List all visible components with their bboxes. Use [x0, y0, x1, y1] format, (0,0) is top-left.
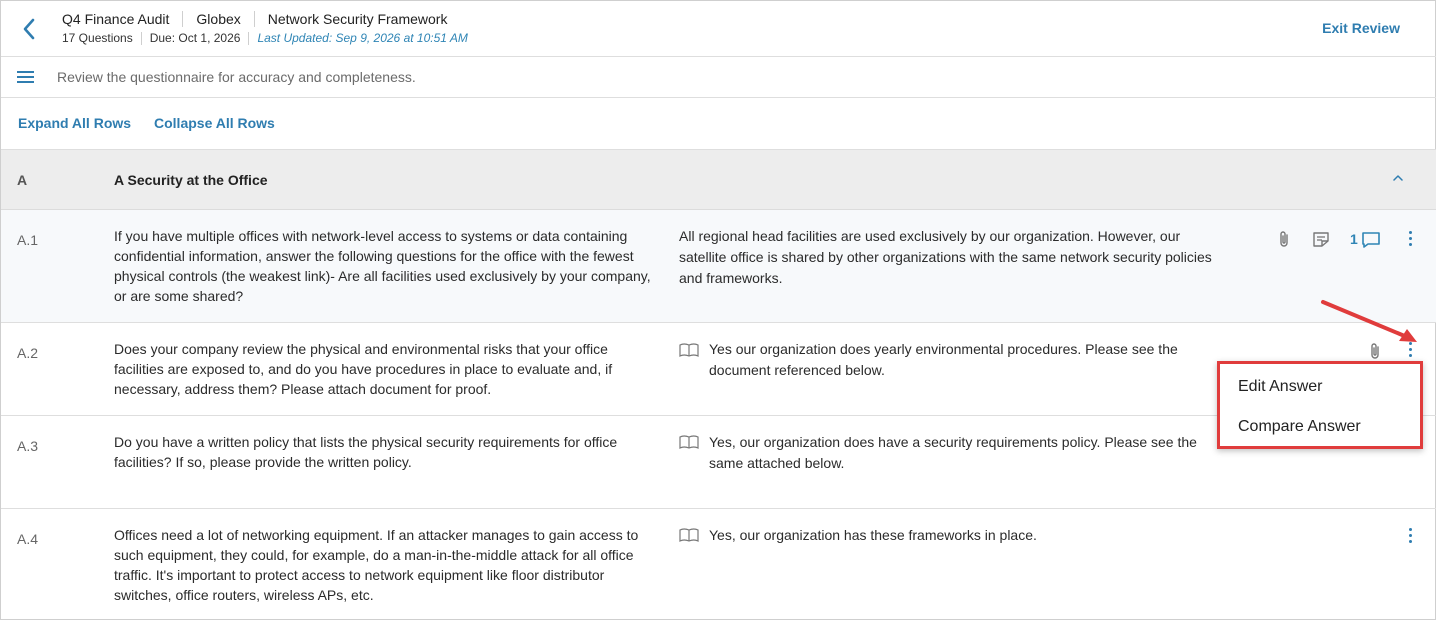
question-text: Does your company review the physical and environmental risks that your office facilities are exposed to, and do you have procedures in place to evaluate and, if necessary, address them? Please attach document for proof.	[114, 341, 613, 397]
more-options-icon[interactable]	[1409, 231, 1413, 247]
comment-count[interactable]: 1	[1350, 231, 1358, 247]
answer-text: Yes, our organization does have a security requirements policy. Please see the same attached below.	[709, 434, 1197, 471]
question-count: 17 Questions	[62, 31, 133, 45]
review-header	[1, 1, 1436, 57]
question-text: If you have multiple offices with network-level access to systems or data containing confidential information, answer the following questions for the office with the fewest physical controls (the weakest link)- Are all facilities used exclusively by your company, or are some shared?	[114, 228, 651, 304]
answer-text: Yes, our organization has these frameworks in place.	[709, 527, 1037, 543]
answer-text: Yes our organization does yearly environmental procedures. Please see the document referenced below.	[709, 341, 1178, 378]
note-icon[interactable]	[1312, 231, 1330, 248]
breadcrumb-questionnaire: Network Security Framework	[254, 11, 461, 27]
section-title: A Security at the Office	[114, 172, 268, 188]
collapse-all-rows-button[interactable]: Collapse All Rows	[154, 115, 275, 131]
chevron-left-icon[interactable]	[19, 15, 39, 43]
paperclip-icon[interactable]	[1277, 230, 1291, 248]
row-toolbar	[1, 98, 1436, 150]
question-text: Do you have a written policy that lists the physical security requirements for office facilities? If so, please provide the written policy.	[114, 434, 618, 470]
instructions-bar	[1, 57, 1436, 98]
book-icon	[679, 528, 699, 542]
chevron-up-icon[interactable]	[1391, 172, 1405, 184]
section-header[interactable]	[1, 150, 1436, 210]
questionnaire-meta	[62, 32, 476, 45]
question-row[interactable]	[1, 210, 1436, 323]
last-updated: Last Updated: Sep 9, 2026 at 10:51 AM	[248, 32, 475, 45]
question-id: A.2	[17, 345, 39, 361]
annotation-arrow	[1319, 297, 1423, 347]
answer-text: All regional head facilities are used exclusively by our organization. However, our satellite office is shared by other organizations with the same network security policies and frameworks.	[679, 228, 1212, 286]
instructions-text: Review the questionnaire for accuracy and completeness.	[57, 69, 416, 85]
question-id: A.3	[17, 438, 39, 454]
breadcrumb-company: Globex	[182, 11, 253, 27]
breadcrumb	[62, 11, 460, 27]
comment-icon[interactable]	[1361, 231, 1381, 249]
expand-all-rows-button[interactable]: Expand All Rows	[18, 115, 132, 131]
book-icon	[679, 435, 699, 449]
question-row[interactable]	[1, 509, 1436, 620]
exit-review-button[interactable]: Exit Review	[1322, 20, 1400, 36]
due-date: Due: Oct 1, 2026	[141, 32, 249, 45]
more-options-icon[interactable]	[1409, 528, 1413, 544]
edit-answer-menu-item[interactable]: Edit Answer	[1238, 378, 1323, 395]
question-id: A.1	[17, 232, 39, 248]
book-icon	[679, 343, 699, 357]
section-id: A	[17, 172, 28, 188]
question-id: A.4	[17, 531, 39, 547]
row-options-menu	[1217, 361, 1423, 449]
breadcrumb-project: Q4 Finance Audit	[62, 11, 170, 27]
hamburger-menu-icon[interactable]	[17, 70, 34, 84]
question-text: Offices need a lot of networking equipment. If an attacker manages to gain access to such equipment, they could, for example, do a man-in-the-middle attack for all office traffic. It's important to protect access to network equipment like floor distributor switches, office routers, wireless APs, etc.	[114, 527, 639, 603]
compare-answer-menu-item[interactable]: Compare Answer	[1238, 418, 1361, 435]
